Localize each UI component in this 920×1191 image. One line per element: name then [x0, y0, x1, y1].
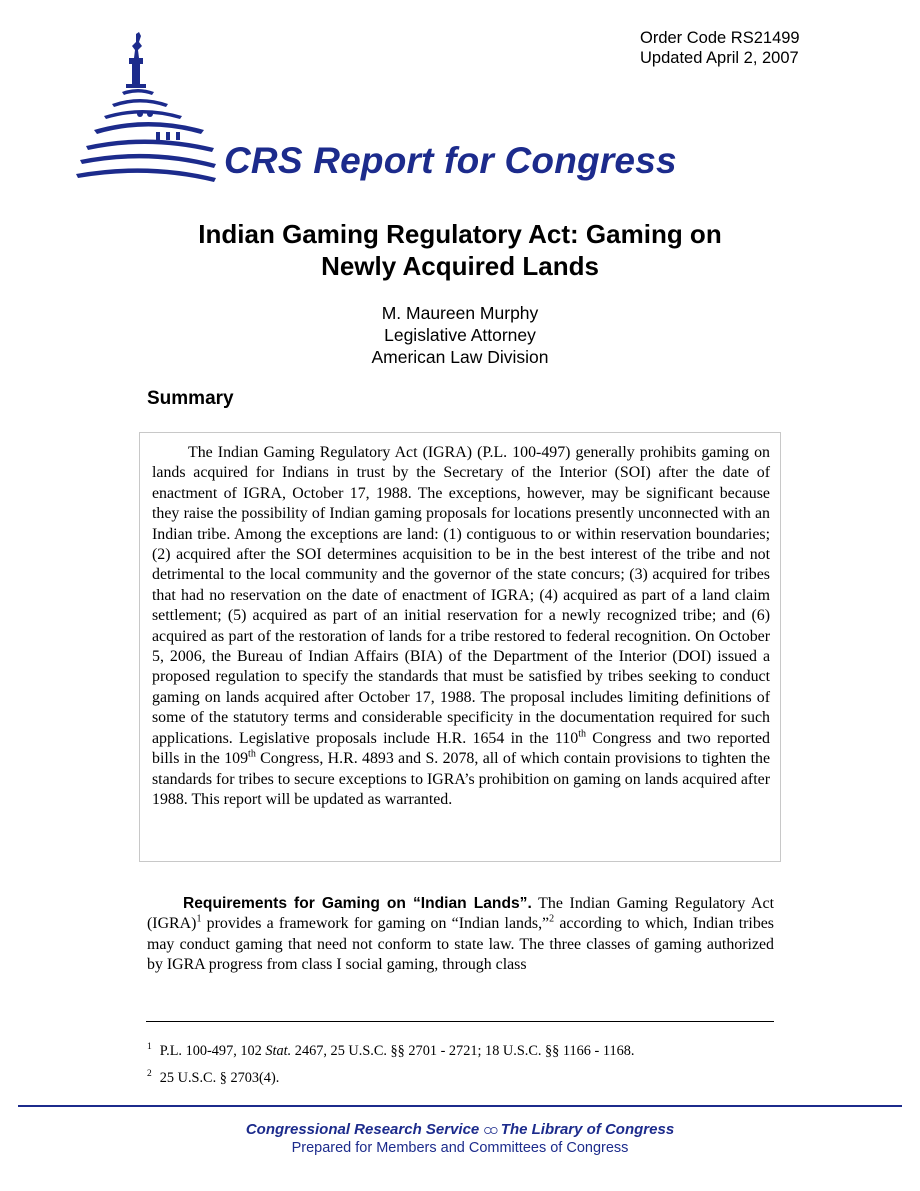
author-division: American Law Division	[371, 347, 549, 367]
footer-prepared-for: Prepared for Members and Committees of Congress	[291, 1140, 629, 1156]
body-text-part-1: The Indian Gaming Regulatory Act (IGRA)	[147, 895, 775, 933]
body-paragraph	[147, 894, 774, 976]
capitol-dome-icon	[76, 28, 216, 188]
summary-box	[139, 432, 781, 862]
library-name: The Library of Congress	[500, 1121, 675, 1138]
ordinal-superscript: th	[578, 728, 586, 740]
summary-text	[152, 443, 770, 810]
footnote-number: 2	[147, 1069, 152, 1080]
footnote-ref-2[interactable]: 2	[549, 914, 555, 926]
body-text-part-2: provides a framework for gaming on “Indian lands,”	[201, 915, 550, 933]
author-name: M. Maureen Murphy	[381, 303, 539, 323]
body-text-part-3: according to which, Indian tribes may conduct gaming that need not conform to state law. The three classes of gaming authorized by IGRA progress from class I social gaming, through class	[147, 915, 774, 974]
title-line-2: Newly Acquired Lands	[321, 251, 599, 281]
author-block	[0, 302, 920, 368]
updated-date: Updated April 2, 2007	[640, 49, 799, 67]
footer-rule	[18, 1105, 902, 1107]
order-code: Order Code RS21499	[640, 29, 800, 47]
footnote-separator	[146, 1021, 774, 1022]
title-line-1: Indian Gaming Regulatory Act: Gaming on	[198, 219, 722, 249]
footnote-1	[147, 1042, 635, 1060]
footnote-2	[147, 1069, 279, 1087]
summary-text-part-1: The Indian Gaming Regulatory Act (IGRA) (P.L. 100-497) generally prohibits gaming on lands acquired for Indians in trust by the Secretary of the Interior (SOI) after the date of enactment of IGRA, October 17, 1988. The exceptions, however, may be significant because they raise the possibility of Indian gaming proposals for locations presently unconnected with an Indian tribe. Among the exceptions are land: (1) contiguous to or within reservation boundaries; (2) acquired after the SOI determines acquisition to be in the best interest of the tribe and not detrimental to the local community and the governor of the state concurs; (3) acquired for tribes that had no reservation on the date of enactment of IGRA; (4) acquired as part of a land claim settlement; (5) acquired as part of an initial reservation for a newly recognized tribe; and (6) acquired as part of the restoration of lands for a tribe restored to federal recognition. On October 5, 2006, the Bureau of Indian Affairs (BIA) of the Department of the Interior (DOI) issued a proposed regulation to specify the standards that must be satisfied by tribes seeking to conduct gaming on lands acquired after October 17, 1988. The proposal includes limiting definitions of some of the statutory terms and considerable specificity in the documentation required for such applications. Legislative proposals include H.R. 1654 in the 110	[152, 444, 770, 747]
footnote-text: 25 U.S.C. § 2703(4).	[159, 1070, 280, 1086]
author-position: Legislative Attorney	[384, 325, 536, 345]
order-code-block	[640, 28, 866, 68]
footer-publisher	[0, 1120, 920, 1142]
crs-name: Congressional Research Service	[245, 1121, 480, 1138]
summary-heading: Summary	[147, 388, 234, 409]
ornament-icon: ထ	[483, 1121, 497, 1138]
section-lead-in: Requirements for Gaming on “Indian Lands”.	[183, 895, 532, 912]
summary-text-part-3: Congress, H.R. 4893 and S. 2078, all of which contain provisions to tighten the standards for tribes to secure exceptions to IGRA’s prohibition on gaming on lands acquired after 1988. This report will be updated as warranted.	[152, 750, 770, 808]
ordinal-superscript: th	[248, 748, 256, 760]
report-title	[0, 218, 920, 282]
footnote-text: 2467, 25 U.S.C. §§ 2701 - 2721; 18 U.S.C. §§ 1166 - 1168.	[291, 1043, 635, 1059]
footnote-text: P.L. 100-497, 102	[159, 1043, 266, 1059]
crs-logo-text: CRS Report for Congress	[224, 140, 677, 181]
footnote-italic: Stat.	[265, 1043, 292, 1059]
summary-text-part-2: Congress and two reported bills in the 109	[152, 729, 770, 768]
footnote-ref-1[interactable]: 1	[196, 914, 202, 926]
footnote-number: 1	[147, 1042, 152, 1053]
